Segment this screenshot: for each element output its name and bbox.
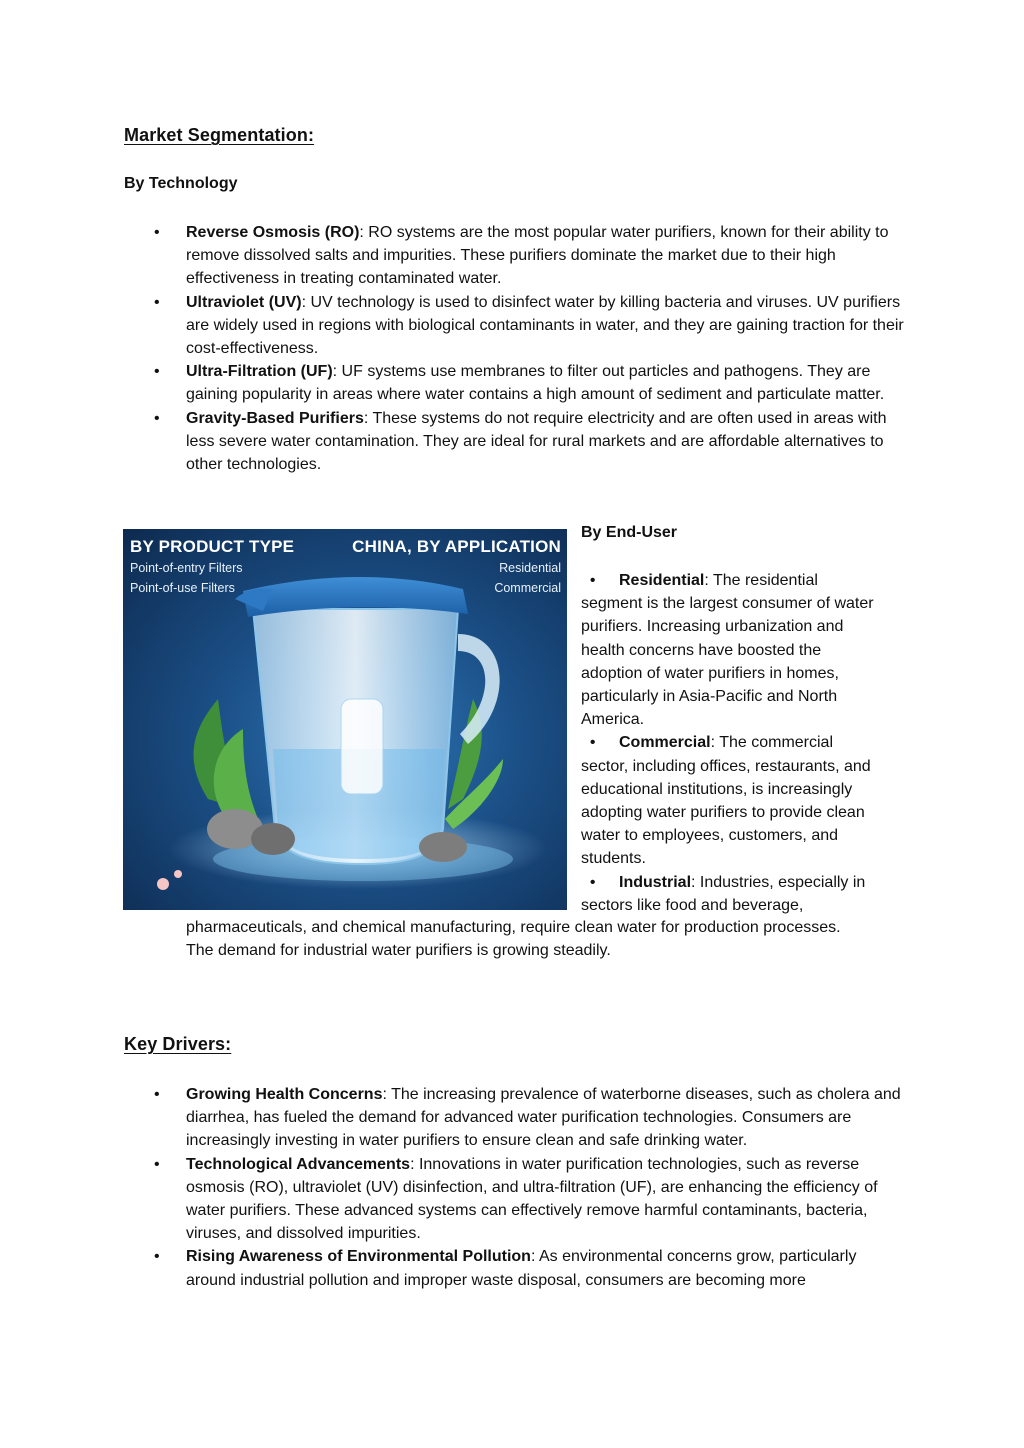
item-text: : The commercial	[710, 734, 833, 752]
figure-left-item: Point-of-entry Filters	[130, 561, 243, 575]
figure-right-title: CHINA, BY APPLICATION	[352, 537, 561, 556]
technology-list	[124, 221, 904, 476]
figure-right-item: Residential	[499, 561, 561, 575]
list-item	[124, 291, 904, 361]
figure-right-item: Commercial	[494, 581, 561, 595]
text-line: sector, including offices, restaurants, and	[581, 757, 871, 775]
text-line: particularly in Asia-Pacific and North	[581, 688, 838, 706]
item-term: Residential	[619, 572, 705, 589]
item-term: Ultra-Filtration (UF)	[186, 363, 333, 381]
item-text: : The residential	[704, 572, 818, 589]
text-line: purifiers. Increasing urbanization and	[581, 618, 844, 636]
text-line: health concerns have boosted the	[581, 641, 822, 659]
by-end-user-heading: By End-User	[581, 524, 678, 541]
item-term: Gravity-Based Purifiers	[186, 409, 364, 427]
bullet: •	[581, 873, 596, 891]
water-purifier-figure	[123, 529, 567, 910]
list-item	[581, 569, 911, 592]
item-term: Commercial	[619, 734, 711, 752]
item-text: : Innovations in water purification technologies, such as reverse osmosis (RO), ultraviolet (UV) disinfection, and ultra-filtration (UF), are enhancing the efficiency of water purifiers. These advanced systems can effectively remove harmful contaminants, bacteria, viruses, and dissolved impurities.	[186, 1155, 878, 1243]
list-item	[124, 221, 904, 291]
list-item	[581, 731, 911, 754]
bullet: •	[581, 572, 596, 589]
item-text: : These systems do not require electricity and are often used in areas with less severe water contamination. They are ideal for rural markets and are affordable alternatives to other technologies.	[186, 409, 887, 474]
text-line: adopting water purifiers to provide clean	[581, 804, 865, 822]
list-item	[124, 407, 904, 477]
text-line: sectors like food and beverage,	[581, 896, 804, 914]
item-term: Growing Health Concerns	[186, 1086, 383, 1103]
item-term: Reverse Osmosis (RO)	[186, 224, 360, 241]
item-text: : Industries, especially in	[691, 873, 866, 891]
text-line: adoption of water purifiers in homes,	[581, 664, 839, 682]
text-line: America.	[581, 711, 645, 729]
text-line: students.	[581, 850, 646, 868]
figure-left-item: Point-of-use Filters	[130, 581, 235, 595]
market-segmentation-heading: Market Segmentation:	[124, 125, 315, 145]
list-item	[124, 1153, 904, 1246]
text-line: segment is the largest consumer of water	[581, 595, 874, 613]
text-line: The demand for industrial water purifiers is growing steadily.	[186, 942, 611, 960]
list-item	[581, 871, 911, 894]
item-text: : The increasing prevalence of waterborne diseases, such as cholera and diarrhea, has fueled the demand for advanced water purification technologies. Consumers are increasingly investing in water purifiers to ensure clean and safe drinking water.	[186, 1086, 901, 1150]
item-term: Industrial	[619, 873, 692, 891]
item-text: : UF systems use membranes to filter out particles and pathogens. They are gaining popularity in areas where water contains a high amount of sediment and particulate matter.	[186, 363, 885, 404]
item-term: Technological Advancements	[186, 1155, 411, 1173]
item-text: : UV technology is used to disinfect water by killing bacteria and viruses. UV purifiers are widely used in regions with biological contaminants in water, and they are gaining traction for their cost-effectiveness.	[186, 293, 904, 358]
text-line: water to employees, customers, and	[581, 827, 839, 845]
by-technology-heading: By Technology	[124, 175, 238, 192]
list-item	[124, 360, 904, 406]
item-term: Rising Awareness of Environmental Pollution	[186, 1248, 531, 1266]
item-text: : RO systems are the most popular water purifiers, known for their ability to remove dissolved salts and impurities. These purifiers dominate the market due to their high effectiveness in treating contaminated water.	[186, 224, 889, 288]
drivers-list	[124, 1083, 904, 1292]
text-line: pharmaceuticals, and chemical manufacturing, require clean water for production processes.	[186, 919, 841, 936]
text-line: educational institutions, is increasingly	[581, 780, 853, 798]
bullet: •	[581, 734, 596, 752]
key-drivers-heading: Key Drivers:	[124, 1034, 232, 1054]
item-text: : As environmental concerns grow, particularly around industrial pollution and improper waste disposal, consumers are becoming more	[186, 1248, 857, 1289]
industrial-continuation	[186, 916, 926, 962]
list-item	[124, 1245, 904, 1291]
list-item	[124, 1083, 904, 1153]
figure-left-title: BY PRODUCT TYPE	[130, 537, 295, 556]
item-term: Ultraviolet (UV)	[186, 293, 302, 311]
end-user-list	[581, 569, 911, 917]
